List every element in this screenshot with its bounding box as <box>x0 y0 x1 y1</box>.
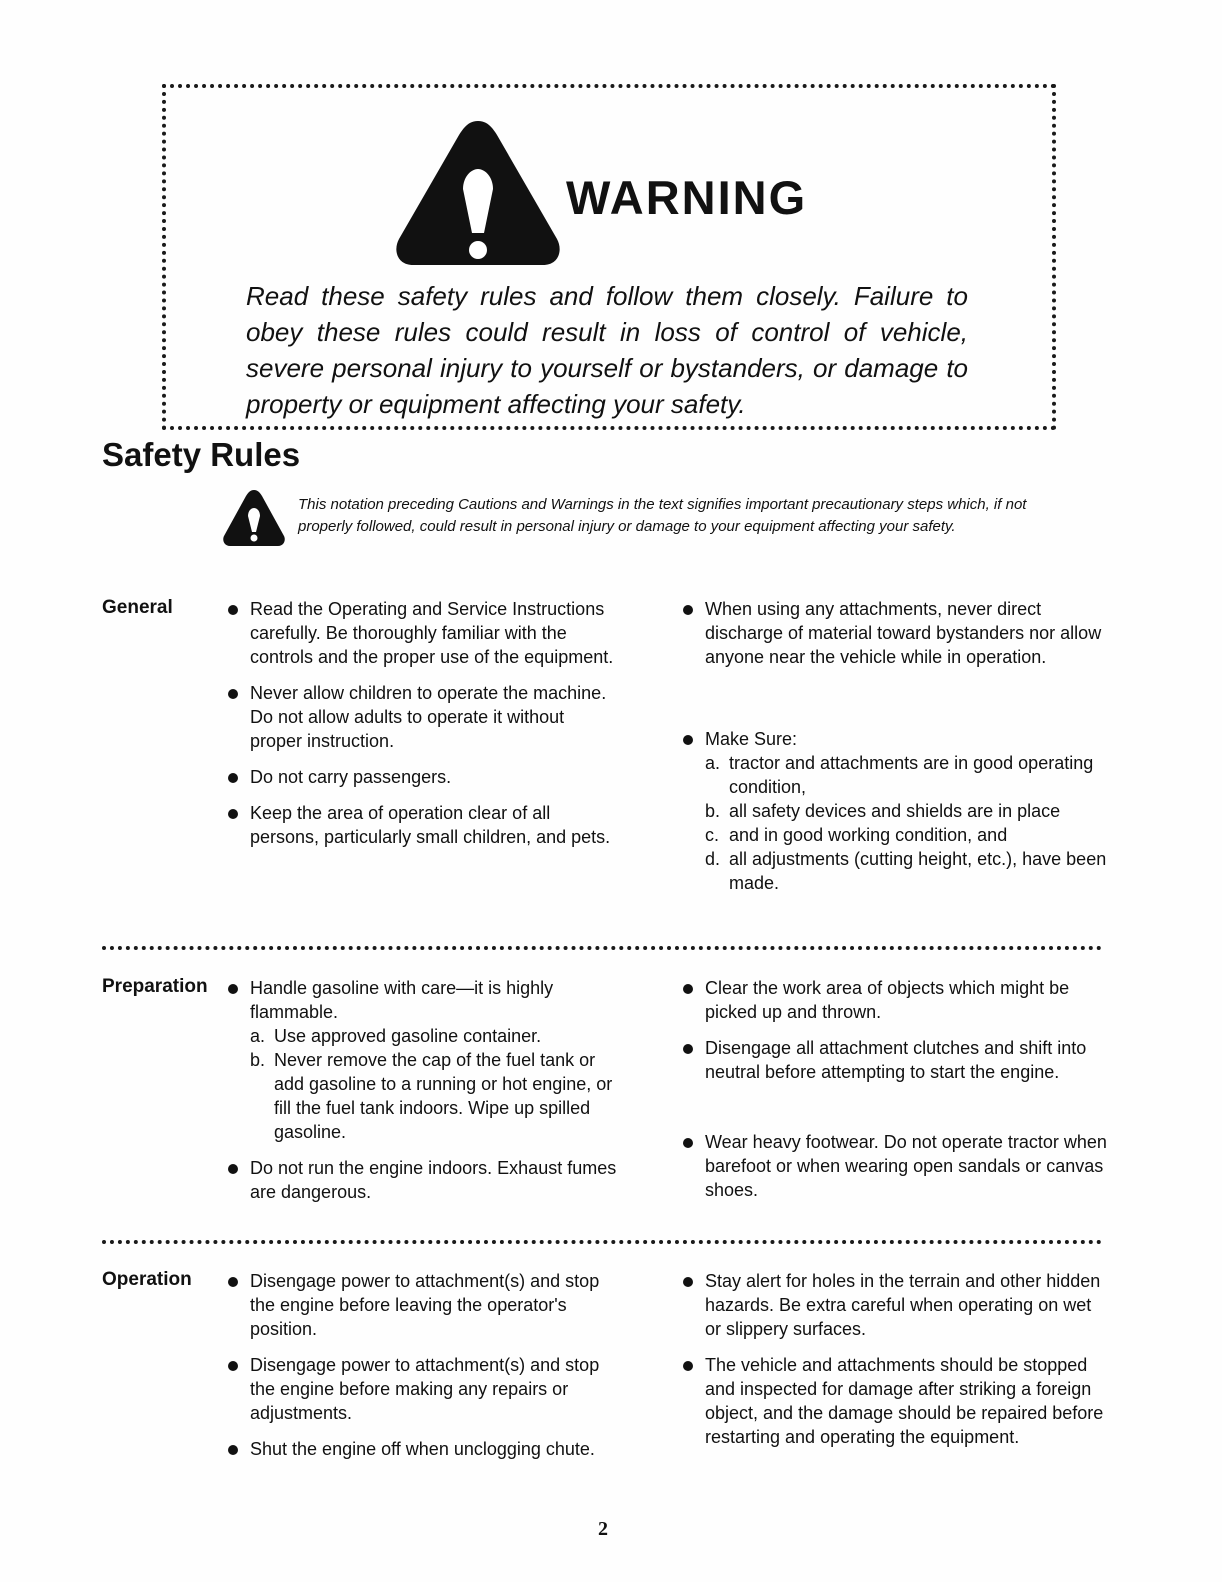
rule-item: Do not carry passengers. <box>225 765 620 789</box>
rule-item-make-sure <box>680 727 1110 895</box>
rule-item: Clear the work area of objects which might be picked up and thrown. <box>680 976 1110 1024</box>
rule-item: Wear heavy footwear. Do not operate tractor when barefoot or when wearing open sandals or canvas shoes. <box>680 1130 1110 1202</box>
sub-item <box>705 751 1110 799</box>
section-label: General <box>102 597 173 618</box>
sub-item-letter: c. <box>705 825 720 845</box>
sub-item-letter: a. <box>705 753 721 773</box>
sub-item-text: all adjustments (cutting height, etc.), have been made. <box>729 849 1107 893</box>
rule-item-gasoline <box>225 976 620 1144</box>
rule-lead: Make Sure: <box>705 729 798 749</box>
sub-item-text: all safety devices and shields are in place <box>729 801 1061 821</box>
rule-item: The vehicle and attachments should be stopped and inspected for damage after striking a foreign object, and the damage should be repaired before restarting and operating the equipment. <box>680 1353 1110 1449</box>
rule-item: Stay alert for holes in the terrain and other hidden hazards. Be extra careful when operating on wet or slippery surfaces. <box>680 1269 1110 1341</box>
general-left-column <box>225 597 620 861</box>
sub-item <box>705 847 1110 895</box>
rule-item: Keep the area of operation clear of all persons, particularly small children, and pets. <box>225 801 620 849</box>
page-number: 2 <box>598 1518 608 1540</box>
sub-item <box>705 799 1110 823</box>
sub-item <box>705 823 1110 847</box>
preparation-right-column <box>680 976 1110 1214</box>
sub-item-letter: d. <box>705 849 721 869</box>
sub-item-letter: a. <box>250 1026 266 1046</box>
section-label: Preparation <box>102 976 208 997</box>
sub-item-letter: b. <box>705 801 721 821</box>
rule-lead: Handle gasoline with care—it is highly flammable. <box>250 978 554 1022</box>
warning-triangle-icon <box>391 117 565 269</box>
warning-text: Read these safety rules and follow them closely. Failure to obey these rules could result in loss of control of vehicle, severe personal injury to yourself or bystanders, or damage to property or equipment affecting your safety. <box>246 281 968 419</box>
sub-item-text: Use approved gasoline container. <box>274 1026 542 1046</box>
rule-item: Never allow children to operate the machine. Do not allow adults to operate it without proper instruction. <box>225 681 620 753</box>
section-label: Operation <box>102 1269 192 1290</box>
rule-item: Disengage power to attachment(s) and stop the engine before leaving the operator's position. <box>225 1269 620 1341</box>
notation-text: This notation preceding Cautions and Warnings in the text signifies important precautionary steps which, if not properly followed, could result in personal injury or damage to your equipment affecting your safety. <box>298 496 1027 535</box>
page-title: Safety Rules <box>102 436 301 473</box>
caution-triangle-icon <box>222 488 286 548</box>
sub-item-text: Never remove the cap of the fuel tank or add gasoline to a running or hot engine, or fill the fuel tank indoors. Wipe up spilled gasoline. <box>274 1050 613 1142</box>
general-right-column <box>680 597 1110 907</box>
rule-item: Disengage power to attachment(s) and stop the engine before making any repairs or adjustments. <box>225 1353 620 1425</box>
rule-item: Disengage all attachment clutches and shift into neutral before attempting to start the engine. <box>680 1036 1110 1084</box>
sub-item <box>250 1024 620 1048</box>
section-divider <box>102 946 1102 950</box>
sub-item <box>250 1048 620 1144</box>
rule-item: When using any attachments, never direct discharge of material toward bystanders nor allow anyone near the vehicle while in operation. <box>680 597 1110 669</box>
rule-item: Shut the engine off when unclogging chute. <box>225 1437 620 1461</box>
warning-box <box>162 84 1056 430</box>
operation-right-column <box>680 1269 1110 1461</box>
sub-item-letter: b. <box>250 1050 266 1070</box>
sub-item-text: tractor and attachments are in good operating condition, <box>729 753 1094 797</box>
section-divider <box>102 1240 1102 1244</box>
rule-item: Do not run the engine indoors. Exhaust fumes are dangerous. <box>225 1156 620 1204</box>
operation-left-column <box>225 1269 620 1473</box>
sub-item-text: and in good working condition, and <box>729 825 1008 845</box>
rule-item: Read the Operating and Service Instructions carefully. Be thoroughly familiar with the controls and the proper use of the equipment. <box>225 597 620 669</box>
preparation-left-column <box>225 976 620 1216</box>
warning-title: WARNING <box>566 171 808 224</box>
